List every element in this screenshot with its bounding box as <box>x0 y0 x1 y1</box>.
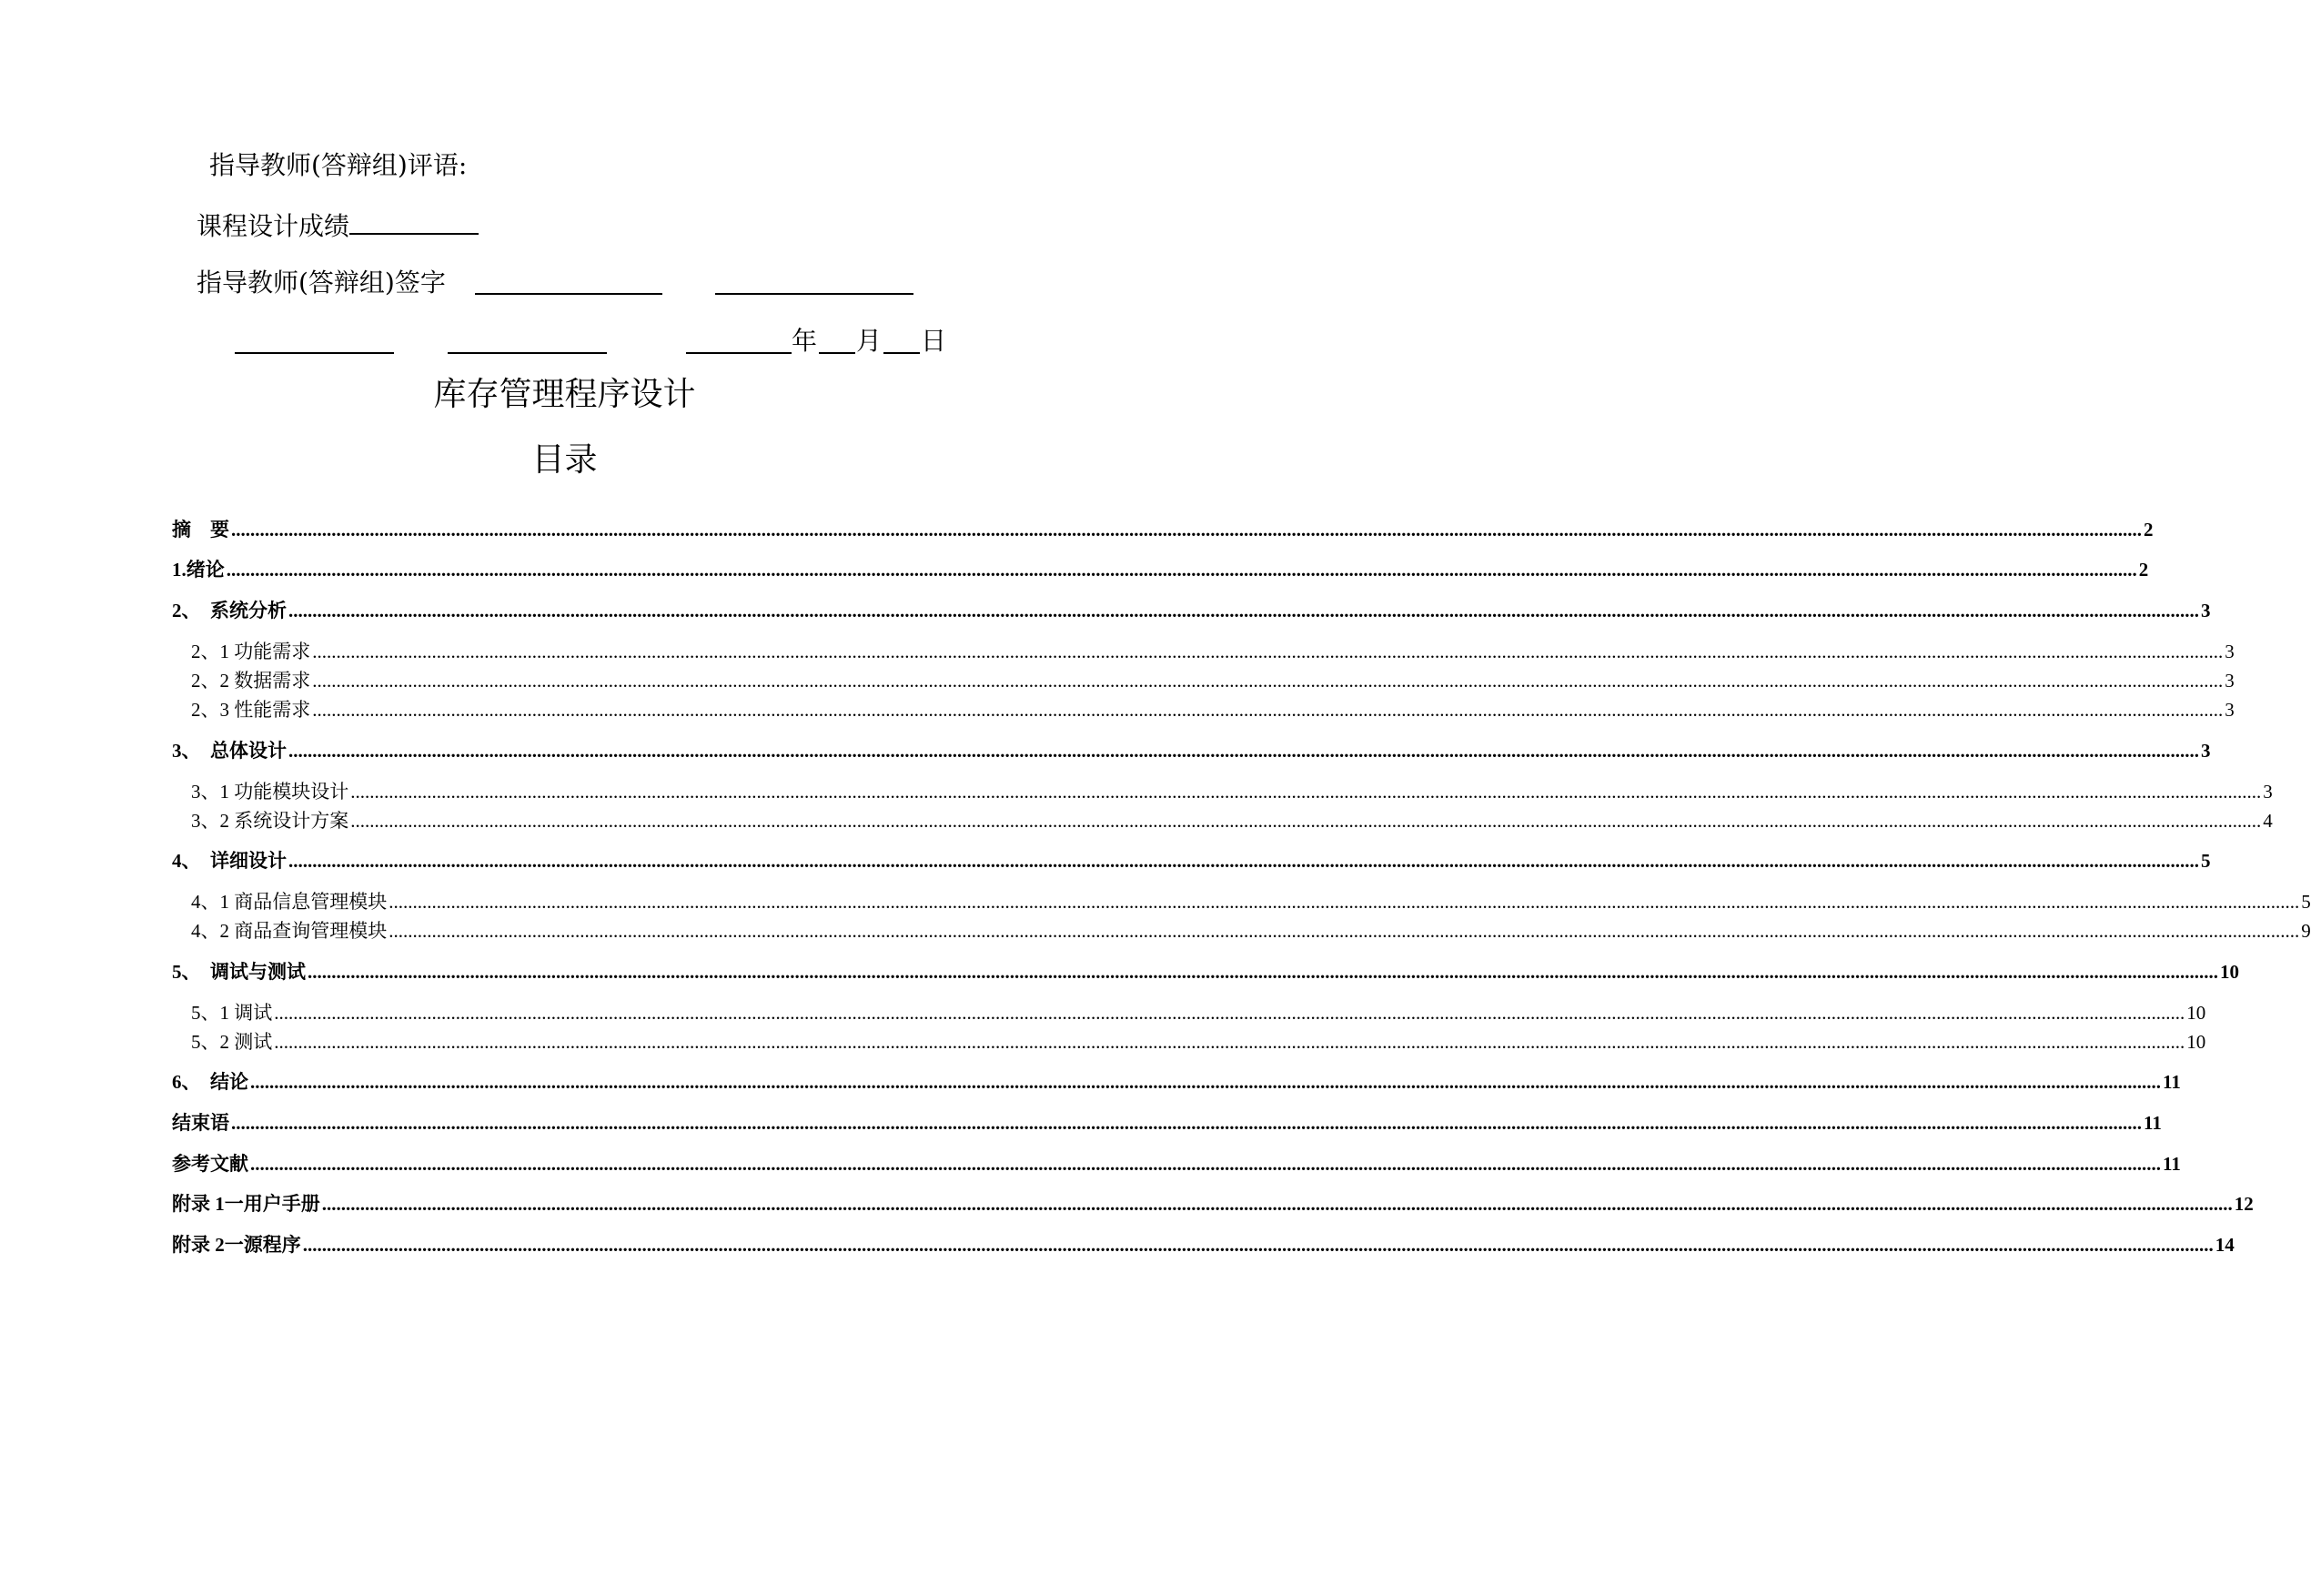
toc-page-number: 5 <box>2201 850 2211 872</box>
grade-label: 课程设计成绩 <box>197 211 350 241</box>
toc-entry-text: 附录 1一用户手册 <box>172 1193 320 1215</box>
toc-entry[interactable] <box>172 555 2149 582</box>
month-blank <box>819 352 855 354</box>
toc-leader-dots: ................................................................................................................................................................................................................................................................................................................................................................................................................ <box>274 1002 2185 1024</box>
table-of-contents <box>172 515 2311 1261</box>
toc-subentry[interactable] <box>172 916 2311 944</box>
toc-leader-dots: ................................................................................................................................................................................................................................................................................................................................................................................................................ <box>226 559 2137 581</box>
signature-label: 指导教师(答辩组)签字 <box>197 268 446 298</box>
signature-blank-2 <box>715 293 913 295</box>
toc-page-number: 4 <box>2263 810 2273 832</box>
signature-blank-1 <box>475 293 662 295</box>
month-label: 月 <box>856 326 883 356</box>
toc-page-number: 3 <box>2225 670 2235 692</box>
toc-leader-dots: ................................................................................................................................................................................................................................................................................................................................................................................................................ <box>312 670 2224 692</box>
toc-page-number: 3 <box>2201 740 2211 762</box>
comment-label: 指导教师(答辩组)评语: <box>209 150 468 180</box>
document-title: 库存管理程序设计 <box>433 376 696 413</box>
toc-leader-dots: ................................................................................................................................................................................................................................................................................................................................................................................................................ <box>231 519 2142 540</box>
grade-row <box>197 209 479 242</box>
toc-entry[interactable] <box>172 846 2211 874</box>
toc-subentry[interactable] <box>172 998 2206 1025</box>
toc-page-number: 2 <box>2138 559 2149 581</box>
toc-entry-text: 4、 详细设计 <box>172 850 287 872</box>
toc-subentry[interactable] <box>172 695 2235 722</box>
toc-entry-text: 4、2 商品查询管理模块 <box>191 920 388 942</box>
toc-entry[interactable] <box>172 1189 2254 1217</box>
toc-entry-text: 3、 总体设计 <box>172 740 287 762</box>
toc-leader-dots: ................................................................................................................................................................................................................................................................................................................................................................................................................ <box>288 600 2199 621</box>
toc-subentry[interactable] <box>172 666 2235 693</box>
toc-page-number: 11 <box>2163 1071 2181 1093</box>
toc-entry[interactable] <box>172 1108 2162 1136</box>
toc-leader-dots: ................................................................................................................................................................................................................................................................................................................................................................................................................ <box>350 810 2262 832</box>
toc-page-number: 14 <box>2215 1234 2235 1256</box>
toc-entry[interactable] <box>172 596 2211 623</box>
toc-entry-text: 3、1 功能模块设计 <box>191 781 349 803</box>
toc-page-number: 2 <box>2144 519 2154 540</box>
toc-subentry[interactable] <box>172 806 2273 833</box>
toc-leader-dots: ................................................................................................................................................................................................................................................................................................................................................................................................................ <box>302 1234 2214 1256</box>
toc-page-number: 3 <box>2201 600 2211 621</box>
toc-entry-text: 2、 系统分析 <box>172 600 287 621</box>
toc-title: 目录 <box>531 441 598 479</box>
toc-entry-text: 1.绪论 <box>172 559 225 581</box>
signature-row <box>197 268 446 298</box>
signature-blank-4 <box>448 352 607 354</box>
toc-leader-dots: ................................................................................................................................................................................................................................................................................................................................................................................................................ <box>250 1071 2161 1093</box>
toc-leader-dots: ................................................................................................................................................................................................................................................................................................................................................................................................................ <box>250 1153 2161 1175</box>
toc-entry-text: 5、 调试与测试 <box>172 961 306 983</box>
toc-page-number: 5 <box>2301 891 2311 913</box>
toc-entry-text: 3、2 系统设计方案 <box>191 810 349 832</box>
toc-entry-text: 结束语 <box>172 1112 229 1134</box>
toc-leader-dots: ................................................................................................................................................................................................................................................................................................................................................................................................................ <box>231 1112 2142 1134</box>
toc-leader-dots: ................................................................................................................................................................................................................................................................................................................................................................................................................ <box>389 920 2300 942</box>
toc-leader-dots: ................................................................................................................................................................................................................................................................................................................................................................................................................ <box>312 699 2224 721</box>
toc-entry-text: 参考文献 <box>172 1153 248 1175</box>
toc-entry-text: 4、1 商品信息管理模块 <box>191 891 388 913</box>
toc-leader-dots: ................................................................................................................................................................................................................................................................................................................................................................................................................ <box>308 961 2218 983</box>
toc-leader-dots: ................................................................................................................................................................................................................................................................................................................................................................................................................ <box>274 1031 2185 1053</box>
toc-page-number: 3 <box>2263 781 2273 803</box>
toc-page-number: 3 <box>2225 699 2235 721</box>
toc-page-number: 10 <box>2186 1031 2206 1053</box>
toc-entry-text: 5、1 调试 <box>191 1002 273 1024</box>
toc-page-number: 10 <box>2186 1002 2206 1024</box>
toc-subentry[interactable] <box>172 637 2235 664</box>
day-blank <box>883 352 920 354</box>
toc-leader-dots: ................................................................................................................................................................................................................................................................................................................................................................................................................ <box>389 891 2300 913</box>
toc-subentry[interactable] <box>172 887 2311 914</box>
toc-entry[interactable] <box>172 957 2239 985</box>
toc-page-number: 11 <box>2163 1153 2181 1175</box>
toc-entry[interactable] <box>172 736 2211 763</box>
toc-entry-text: 5、2 测试 <box>191 1031 273 1053</box>
signature-blank-3 <box>235 352 394 354</box>
toc-entry-text: 2、3 性能需求 <box>191 699 311 721</box>
toc-page-number: 11 <box>2144 1112 2162 1134</box>
toc-entry[interactable] <box>172 1149 2181 1177</box>
toc-entry-text: 2、1 功能需求 <box>191 641 311 662</box>
toc-entry[interactable] <box>172 1230 2235 1258</box>
toc-page-number: 3 <box>2225 641 2235 662</box>
toc-entry[interactable] <box>172 1067 2181 1095</box>
toc-leader-dots: ................................................................................................................................................................................................................................................................................................................................................................................................................ <box>321 1193 2233 1215</box>
toc-page-number: 12 <box>2234 1193 2254 1215</box>
year-blank <box>686 352 792 354</box>
toc-leader-dots: ................................................................................................................................................................................................................................................................................................................................................................................................................ <box>288 850 2199 872</box>
toc-page-number: 9 <box>2301 920 2311 942</box>
toc-entry-text: 6、 结论 <box>172 1071 248 1093</box>
toc-entry-text: 附录 2一源程序 <box>172 1234 301 1256</box>
day-label: 日 <box>921 326 947 356</box>
year-label: 年 <box>792 326 818 356</box>
toc-entry-text: 摘 要 <box>172 519 229 540</box>
toc-leader-dots: ................................................................................................................................................................................................................................................................................................................................................................................................................ <box>288 740 2199 762</box>
toc-entry-text: 2、2 数据需求 <box>191 670 311 692</box>
toc-entry[interactable] <box>172 515 2154 542</box>
toc-subentry[interactable] <box>172 1027 2206 1055</box>
toc-subentry[interactable] <box>172 777 2273 804</box>
toc-page-number: 10 <box>2220 961 2239 983</box>
grade-blank <box>349 209 479 235</box>
toc-leader-dots: ................................................................................................................................................................................................................................................................................................................................................................................................................ <box>350 781 2262 803</box>
toc-leader-dots: ................................................................................................................................................................................................................................................................................................................................................................................................................ <box>312 641 2224 662</box>
